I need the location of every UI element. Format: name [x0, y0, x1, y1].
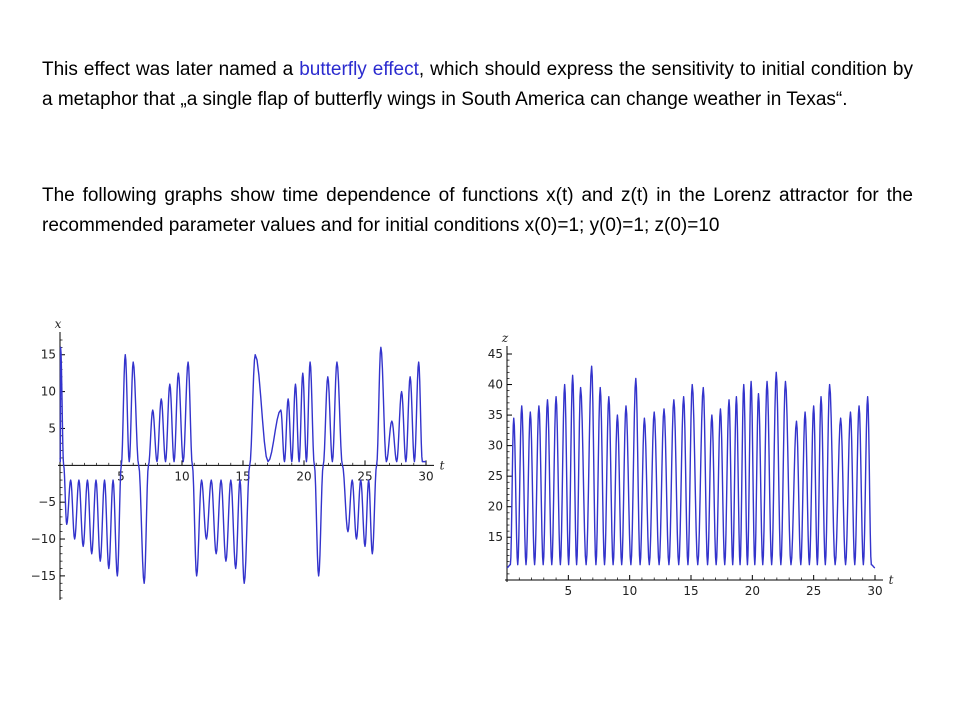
x-tick-label: 30: [418, 469, 434, 484]
y-axis-label: x: [54, 317, 62, 331]
x-tick-label: 5: [117, 469, 125, 484]
y-tick-label: 35: [487, 408, 503, 423]
series-line: [507, 366, 875, 568]
y-tick-label: 25: [487, 469, 503, 484]
y-tick-label: 30: [487, 438, 503, 453]
y-tick-label: 15: [40, 347, 56, 362]
x-axis-label: t: [439, 458, 445, 473]
y-axis-label: z: [501, 331, 509, 345]
y-tick-label: −15: [30, 568, 56, 583]
paragraph-butterfly-effect: [42, 55, 913, 115]
y-tick-label: 5: [48, 421, 56, 436]
paragraph-1-text-end: , which should express the sensitivity to initial condition by a metaphor that „a single flap of butterfly wings in South America can change weather in Texas“.: [42, 59, 913, 110]
chart-x-of-t: [30, 315, 450, 605]
x-tick-label: 15: [235, 469, 251, 484]
x-tick-label: 30: [867, 584, 883, 598]
y-tick-label: 40: [487, 377, 503, 392]
x-tick-label: 10: [622, 584, 638, 598]
x-tick-label: 10: [174, 469, 190, 484]
paragraph-graphs-description: The following graphs show time dependence of functions x(t) and z(t) in the Lorenz attractor for the recommended parameter values and for initial conditions x(0)=1; y(0)=1; z(0)=10: [42, 185, 913, 236]
x-axis-label: t: [888, 573, 894, 587]
x-tick-label: 20: [296, 469, 312, 484]
x-tick-label: 15: [683, 584, 699, 598]
butterfly-effect-highlight: butterfly effect: [299, 59, 419, 80]
paragraph-1-text-start: This effect was later named a: [42, 59, 300, 80]
y-tick-label: 20: [487, 499, 503, 514]
x-tick-label: 20: [744, 584, 760, 598]
y-tick-label: 15: [487, 530, 503, 545]
chart-z-of-t: [475, 330, 905, 600]
y-tick-label: 10: [40, 384, 56, 399]
x-tick-label: 25: [806, 584, 822, 598]
y-tick-label: −5: [38, 495, 56, 510]
x-tick-label: 5: [564, 584, 573, 598]
y-tick-label: −10: [30, 532, 56, 547]
y-tick-label: 45: [487, 347, 503, 361]
x-tick-label: 25: [357, 469, 373, 484]
